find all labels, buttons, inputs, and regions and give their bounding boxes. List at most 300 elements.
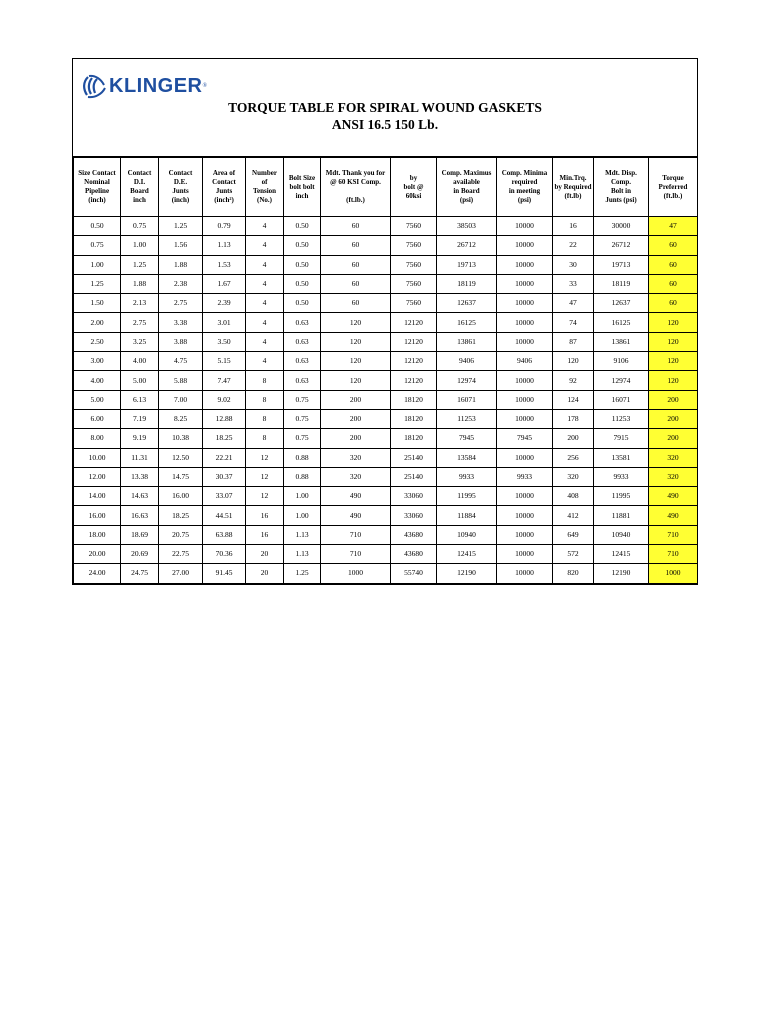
table-row [74, 352, 698, 371]
column-header [649, 158, 698, 217]
table-cell: 16.00 [74, 506, 121, 525]
table-row [74, 564, 698, 583]
table-cell: 7915 [594, 429, 649, 448]
table-row [74, 487, 698, 506]
table-cell: 120 [553, 352, 594, 371]
table-cell: 14.75 [159, 467, 203, 486]
table-cell: 12 [246, 487, 284, 506]
klinger-logo [83, 73, 207, 99]
table-cell: 2.39 [203, 294, 246, 313]
registered-mark: ® [202, 83, 208, 89]
table-cell: 200 [321, 409, 391, 428]
table-cell: 9.19 [121, 429, 159, 448]
table-cell: 24.00 [74, 564, 121, 583]
table-cell: 10000 [497, 409, 553, 428]
table-cell: 25140 [391, 467, 437, 486]
klinger-emblem-icon [83, 73, 107, 99]
table-cell: 1.88 [121, 274, 159, 293]
table-row [74, 506, 698, 525]
table-cell: 33060 [391, 487, 437, 506]
table-cell: 8 [246, 371, 284, 390]
torque-preferred-cell: 60 [649, 236, 698, 255]
title-line-1: TORQUE TABLE FOR SPIRAL WOUND GASKETS [228, 100, 542, 115]
torque-preferred-cell: 200 [649, 429, 698, 448]
column-header [121, 158, 159, 217]
table-cell: 412 [553, 506, 594, 525]
torque-preferred-cell: 200 [649, 409, 698, 428]
table-cell: 3.38 [159, 313, 203, 332]
table-cell: 87 [553, 332, 594, 351]
table-cell: 70.36 [203, 545, 246, 564]
table-cell: 9933 [497, 467, 553, 486]
table-cell: 0.50 [284, 294, 321, 313]
table-cell: 178 [553, 409, 594, 428]
table-cell: 8.25 [159, 409, 203, 428]
table-cell: 9933 [437, 467, 497, 486]
table-cell: 10.38 [159, 429, 203, 448]
table-cell: 33060 [391, 506, 437, 525]
table-cell: 11881 [594, 506, 649, 525]
table-cell: 120 [321, 332, 391, 351]
column-header [594, 158, 649, 217]
table-cell: 3.01 [203, 313, 246, 332]
table-cell: 12190 [437, 564, 497, 583]
table-cell: 1.25 [74, 274, 121, 293]
table-cell: 7560 [391, 236, 437, 255]
table-row [74, 467, 698, 486]
column-header [437, 158, 497, 217]
table-cell: 16.00 [159, 487, 203, 506]
table-cell: 10000 [497, 506, 553, 525]
column-header-label: Contact D.E. Junts (inch) [168, 169, 193, 204]
table-cell: 7560 [391, 274, 437, 293]
table-cell: 10000 [497, 545, 553, 564]
table-cell: 13581 [594, 448, 649, 467]
table-cell: 10000 [497, 313, 553, 332]
table-cell: 22.21 [203, 448, 246, 467]
table-cell: 74 [553, 313, 594, 332]
table-cell: 10000 [497, 255, 553, 274]
table-cell: 10940 [594, 525, 649, 544]
table-cell: 710 [321, 525, 391, 544]
column-header-label: Area of Contact Junts (inch²) [212, 169, 236, 204]
table-cell: 320 [321, 467, 391, 486]
table-cell: 16125 [437, 313, 497, 332]
table-cell: 5.00 [74, 390, 121, 409]
table-cell: 27.00 [159, 564, 203, 583]
table-cell: 2.00 [74, 313, 121, 332]
table-cell: 1.13 [203, 236, 246, 255]
table-cell: 60 [321, 217, 391, 236]
table-cell: 1.25 [121, 255, 159, 274]
column-header-label: Size Contact Nominal Pipeline (inch) [78, 169, 116, 204]
table-cell: 12974 [594, 371, 649, 390]
column-header [497, 158, 553, 217]
table-cell: 16 [246, 525, 284, 544]
table-row [74, 274, 698, 293]
table-cell: 12120 [391, 313, 437, 332]
table-cell: 91.45 [203, 564, 246, 583]
table-cell: 7.47 [203, 371, 246, 390]
table-cell: 12974 [437, 371, 497, 390]
table-cell: 12.88 [203, 409, 246, 428]
table-cell: 10000 [497, 564, 553, 583]
table-cell: 6.00 [74, 409, 121, 428]
title-line-2: ANSI 16.5 150 Lb. [331, 117, 439, 132]
table-cell: 12.50 [159, 448, 203, 467]
column-header-label: Comp. Maximus available in Board (psi) [441, 169, 492, 204]
table-cell: 0.88 [284, 467, 321, 486]
table-cell: 16 [553, 217, 594, 236]
table-cell: 13584 [437, 448, 497, 467]
table-cell: 1.56 [159, 236, 203, 255]
table-cell: 4 [246, 255, 284, 274]
table-cell: 2.38 [159, 274, 203, 293]
table-cell: 1.50 [74, 294, 121, 313]
table-row [74, 545, 698, 564]
column-header [203, 158, 246, 217]
table-cell: 200 [321, 429, 391, 448]
table-cell: 4 [246, 217, 284, 236]
table-cell: 4 [246, 313, 284, 332]
table-cell: 820 [553, 564, 594, 583]
table-cell: 7945 [437, 429, 497, 448]
table-cell: 10000 [497, 487, 553, 506]
table-cell: 12 [246, 448, 284, 467]
table-cell: 0.50 [284, 217, 321, 236]
table-cell: 200 [321, 390, 391, 409]
table-cell: 3.25 [121, 332, 159, 351]
table-cell: 1000 [321, 564, 391, 583]
table-cell: 490 [321, 487, 391, 506]
table-row [74, 525, 698, 544]
table-cell: 3.00 [74, 352, 121, 371]
table-row [74, 313, 698, 332]
torque-preferred-cell: 320 [649, 448, 698, 467]
torque-preferred-cell: 320 [649, 467, 698, 486]
torque-table [73, 157, 698, 584]
table-cell: 16 [246, 506, 284, 525]
table-cell: 33 [553, 274, 594, 293]
table-cell: 8 [246, 390, 284, 409]
column-header-label: Comp. Minima required in meeting (psi) [501, 169, 548, 204]
table-cell: 26712 [437, 236, 497, 255]
table-cell: 9.02 [203, 390, 246, 409]
table-cell: 572 [553, 545, 594, 564]
table-cell: 2.75 [159, 294, 203, 313]
table-row [74, 332, 698, 351]
table-cell: 0.75 [74, 236, 121, 255]
table-cell: 1.00 [284, 487, 321, 506]
table-cell: 55740 [391, 564, 437, 583]
table-header-row [74, 158, 698, 217]
table-cell: 14.63 [121, 487, 159, 506]
table-cell: 0.75 [284, 409, 321, 428]
table-cell: 5.88 [159, 371, 203, 390]
table-cell: 6.13 [121, 390, 159, 409]
table-cell: 120 [321, 352, 391, 371]
table-cell: 4 [246, 274, 284, 293]
table-cell: 16125 [594, 313, 649, 332]
column-header [553, 158, 594, 217]
table-cell: 12120 [391, 352, 437, 371]
column-header-label: Bolt Size bolt bolt inch [288, 173, 316, 200]
table-cell: 18119 [437, 274, 497, 293]
table-cell: 44.51 [203, 506, 246, 525]
table-cell: 63.88 [203, 525, 246, 544]
table-cell: 2.13 [121, 294, 159, 313]
table-cell: 10.00 [74, 448, 121, 467]
table-cell: 60 [321, 274, 391, 293]
torque-preferred-cell: 120 [649, 352, 698, 371]
table-cell: 1.25 [159, 217, 203, 236]
table-cell: 19713 [437, 255, 497, 274]
table-row [74, 236, 698, 255]
table-cell: 10000 [497, 294, 553, 313]
table-cell: 3.50 [203, 332, 246, 351]
table-cell: 0.75 [284, 390, 321, 409]
table-cell: 7.19 [121, 409, 159, 428]
table-cell: 10000 [497, 371, 553, 390]
table-cell: 4.00 [121, 352, 159, 371]
table-cell: 20.75 [159, 525, 203, 544]
column-header [159, 158, 203, 217]
table-cell: 0.50 [74, 217, 121, 236]
table-cell: 4 [246, 236, 284, 255]
table-cell: 1.67 [203, 274, 246, 293]
table-cell: 13861 [437, 332, 497, 351]
table-row [74, 217, 698, 236]
table-cell: 16071 [437, 390, 497, 409]
column-header-label: Mdt. Disp. Comp. Bolt in Junts (psi) [605, 169, 637, 204]
table-cell: 11253 [594, 409, 649, 428]
table-cell: 18.25 [203, 429, 246, 448]
table-cell: 12120 [391, 371, 437, 390]
table-cell: 320 [553, 467, 594, 486]
table-cell: 11884 [437, 506, 497, 525]
table-cell: 10000 [497, 448, 553, 467]
table-cell: 5.00 [121, 371, 159, 390]
table-cell: 710 [321, 545, 391, 564]
table-cell: 10000 [497, 525, 553, 544]
torque-preferred-cell: 120 [649, 313, 698, 332]
table-cell: 0.63 [284, 332, 321, 351]
column-header [391, 158, 437, 217]
table-cell: 20 [246, 564, 284, 583]
table-cell: 1.00 [74, 255, 121, 274]
table-cell: 30000 [594, 217, 649, 236]
table-cell: 2.75 [121, 313, 159, 332]
table-cell: 22.75 [159, 545, 203, 564]
table-cell: 12415 [437, 545, 497, 564]
table-cell: 0.63 [284, 371, 321, 390]
table-cell: 4 [246, 332, 284, 351]
table-cell: 33.07 [203, 487, 246, 506]
table-cell: 26712 [594, 236, 649, 255]
table-row [74, 429, 698, 448]
column-header-label: Min.Trq. by Required (ft.lb) [554, 173, 592, 200]
header-banner [73, 59, 697, 157]
table-cell: 10940 [437, 525, 497, 544]
table-cell: 20.00 [74, 545, 121, 564]
table-cell: 11253 [437, 409, 497, 428]
table-cell: 47 [553, 294, 594, 313]
table-cell: 13.38 [121, 467, 159, 486]
table-cell: 18.69 [121, 525, 159, 544]
torque-preferred-cell: 200 [649, 390, 698, 409]
table-cell: 12190 [594, 564, 649, 583]
table-cell: 1.13 [284, 525, 321, 544]
table-cell: 7560 [391, 294, 437, 313]
table-cell: 0.50 [284, 255, 321, 274]
table-cell: 43680 [391, 545, 437, 564]
torque-preferred-cell: 120 [649, 371, 698, 390]
table-cell: 0.50 [284, 236, 321, 255]
table-cell: 1.13 [284, 545, 321, 564]
table-cell: 7945 [497, 429, 553, 448]
table-cell: 320 [321, 448, 391, 467]
table-cell: 120 [321, 371, 391, 390]
table-cell: 10000 [497, 274, 553, 293]
table-cell: 3.88 [159, 332, 203, 351]
column-header [321, 158, 391, 217]
table-cell: 43680 [391, 525, 437, 544]
table-cell: 18.00 [74, 525, 121, 544]
table-cell: 5.15 [203, 352, 246, 371]
table-cell: 0.88 [284, 448, 321, 467]
table-cell: 490 [321, 506, 391, 525]
table-cell: 8 [246, 409, 284, 428]
table-cell: 1.88 [159, 255, 203, 274]
table-cell: 11995 [594, 487, 649, 506]
column-header [74, 158, 121, 217]
table-cell: 18119 [594, 274, 649, 293]
table-cell: 10000 [497, 332, 553, 351]
table-cell: 1.00 [284, 506, 321, 525]
table-cell: 60 [321, 294, 391, 313]
table-cell: 4.75 [159, 352, 203, 371]
table-cell: 12637 [594, 294, 649, 313]
table-cell: 0.75 [121, 217, 159, 236]
table-cell: 18120 [391, 390, 437, 409]
table-cell: 1.00 [121, 236, 159, 255]
table-cell: 30 [553, 255, 594, 274]
torque-preferred-cell: 710 [649, 525, 698, 544]
table-cell: 10000 [497, 236, 553, 255]
table-cell: 0.63 [284, 352, 321, 371]
column-header [284, 158, 321, 217]
table-cell: 4 [246, 352, 284, 371]
table-body [74, 217, 698, 584]
column-header [246, 158, 284, 217]
table-cell: 0.63 [284, 313, 321, 332]
table-cell: 12120 [391, 332, 437, 351]
torque-preferred-cell: 120 [649, 332, 698, 351]
table-cell: 30.37 [203, 467, 246, 486]
table-cell: 8.00 [74, 429, 121, 448]
table-cell: 18120 [391, 429, 437, 448]
table-cell: 60 [321, 236, 391, 255]
table-cell: 0.50 [284, 274, 321, 293]
table-cell: 14.00 [74, 487, 121, 506]
table-cell: 25140 [391, 448, 437, 467]
torque-preferred-cell: 47 [649, 217, 698, 236]
torque-preferred-cell: 60 [649, 255, 698, 274]
table-cell: 20.69 [121, 545, 159, 564]
table-cell: 10000 [497, 217, 553, 236]
document-title [73, 99, 697, 133]
table-cell: 9406 [437, 352, 497, 371]
table-cell: 7560 [391, 255, 437, 274]
table-row [74, 409, 698, 428]
table-cell: 7560 [391, 217, 437, 236]
table-cell: 92 [553, 371, 594, 390]
document-sheet [72, 58, 698, 585]
table-cell: 649 [553, 525, 594, 544]
table-cell: 18.25 [159, 506, 203, 525]
table-row [74, 294, 698, 313]
table-cell: 11995 [437, 487, 497, 506]
column-header-label: Mdt. Thank you for @ 60 KSI Comp. (ft.lb.) [325, 169, 386, 204]
table-cell: 9933 [594, 467, 649, 486]
table-cell: 16.63 [121, 506, 159, 525]
table-cell: 24.75 [121, 564, 159, 583]
table-cell: 0.79 [203, 217, 246, 236]
table-cell: 9406 [497, 352, 553, 371]
table-row [74, 255, 698, 274]
table-cell: 12 [246, 467, 284, 486]
table-cell: 11.31 [121, 448, 159, 467]
torque-preferred-cell: 490 [649, 487, 698, 506]
table-cell: 16071 [594, 390, 649, 409]
table-cell: 2.50 [74, 332, 121, 351]
table-cell: 12637 [437, 294, 497, 313]
torque-preferred-cell: 60 [649, 294, 698, 313]
torque-preferred-cell: 710 [649, 545, 698, 564]
table-cell: 0.75 [284, 429, 321, 448]
brand-name: KLINGER [109, 74, 203, 97]
table-cell: 18120 [391, 409, 437, 428]
table-cell: 38503 [437, 217, 497, 236]
table-cell: 60 [321, 255, 391, 274]
column-header-label: Torque Preferred (ft.lb.) [658, 173, 688, 200]
table-cell: 408 [553, 487, 594, 506]
table-cell: 12.00 [74, 467, 121, 486]
table-cell: 7.00 [159, 390, 203, 409]
column-header-label: Number of Tension (No.) [252, 169, 277, 204]
table-cell: 9106 [594, 352, 649, 371]
table-cell: 124 [553, 390, 594, 409]
table-cell: 10000 [497, 390, 553, 409]
table-cell: 1.53 [203, 255, 246, 274]
table-cell: 13861 [594, 332, 649, 351]
column-header-label: Contact D.I. Board inch [127, 169, 152, 204]
table-cell: 200 [553, 429, 594, 448]
column-header-label: by bolt @ 60ksi [403, 173, 424, 200]
table-cell: 22 [553, 236, 594, 255]
table-row [74, 390, 698, 409]
table-cell: 256 [553, 448, 594, 467]
table-cell: 1.25 [284, 564, 321, 583]
table-cell: 4 [246, 294, 284, 313]
table-row [74, 371, 698, 390]
table-cell: 20 [246, 545, 284, 564]
table-cell: 19713 [594, 255, 649, 274]
table-cell: 12415 [594, 545, 649, 564]
table-cell: 4.00 [74, 371, 121, 390]
torque-preferred-cell: 60 [649, 274, 698, 293]
table-cell: 120 [321, 313, 391, 332]
